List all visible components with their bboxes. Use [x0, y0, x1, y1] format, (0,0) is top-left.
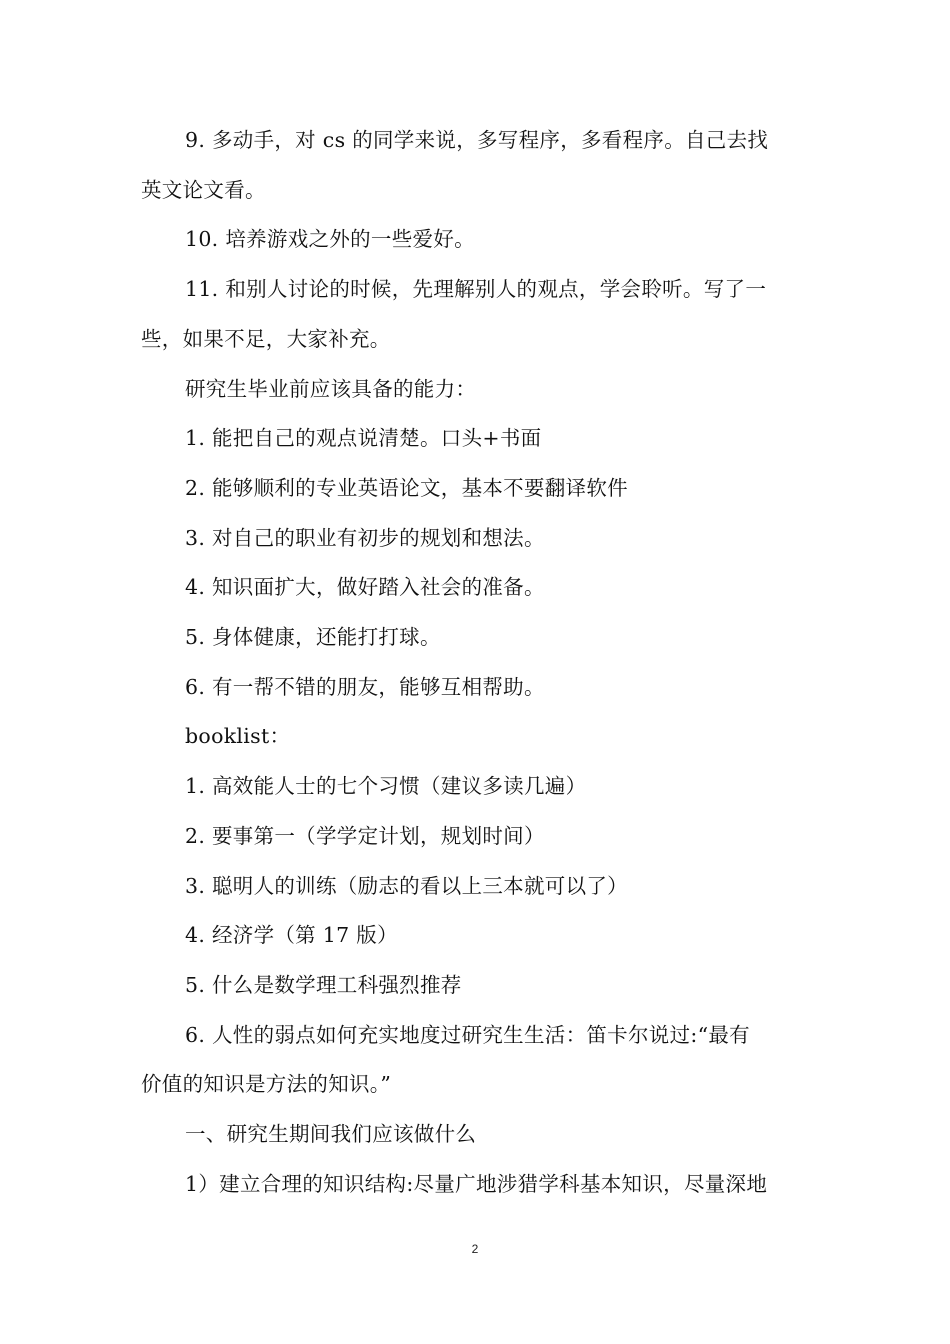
book-item-1: [141, 762, 813, 812]
section-heading-abilities: [141, 365, 813, 415]
paragraph-item-11: [141, 265, 813, 364]
paragraph-line: 1）建立合理的知识结构:尽量广地涉猎学科基本知识，尽量深地: [185, 1171, 768, 1196]
paragraph-item-10: [141, 215, 813, 265]
ability-item-5: [141, 613, 813, 663]
ability-item-4: [141, 563, 813, 613]
section-heading-booklist: [141, 712, 813, 762]
paragraph-line: 1. 高效能人士的七个习惯（建议多读几遍）: [185, 774, 587, 799]
ability-item-1: [141, 414, 813, 464]
paragraph-line: 9. 多动手，对 cs 的同学来说，多写程序，多看程序。自己去找: [185, 128, 769, 152]
page-number: 2: [471, 1242, 479, 1256]
paragraph-line: 价值的知识是方法的知识。”: [141, 1072, 392, 1097]
document-body: [141, 116, 813, 1209]
paragraph-item-9: [141, 116, 813, 215]
paragraph-line: 4. 经济学（第 17 版）: [185, 923, 398, 948]
book-item-4: [141, 911, 813, 961]
paragraph-line: 11. 和别人讨论的时候，先理解别人的观点，学会聆听。写了一: [185, 277, 767, 302]
paragraph-line: 英文论文看。: [141, 177, 266, 202]
section-heading-what-to-do: [141, 1110, 813, 1160]
ability-item-6: [141, 663, 813, 713]
paragraph-line: booklist：: [185, 724, 291, 749]
paragraph-line: 2. 能够顺利的专业英语论文，基本不要翻译软件: [185, 475, 628, 500]
paragraph-line: 3. 聪明人的训练（励志的看以上三本就可以了）: [185, 873, 628, 898]
book-item-5: [141, 961, 813, 1011]
ability-item-3: [141, 514, 813, 564]
book-item-6: [141, 1011, 813, 1110]
ability-item-2: [141, 464, 813, 514]
book-item-3: [141, 862, 813, 912]
paragraph-line: 一、研究生期间我们应该做什么: [185, 1122, 477, 1147]
paragraph-line: 6. 人性的弱点如何充实地度过研究生生活：笛卡尔说过:“最有: [185, 1022, 750, 1047]
paragraph-line: 3. 对自己的职业有初步的规划和想法。: [185, 525, 545, 550]
paragraph-line: 4. 知识面扩大，做好踏入社会的准备。: [185, 575, 545, 600]
paragraph-line: 些，如果不足，大家补充。: [141, 326, 391, 351]
paragraph-line: 1. 能把自己的观点说清楚。口头+书面: [185, 426, 542, 451]
paragraph-line: 6. 有一帮不错的朋友，能够互相帮助。: [185, 674, 545, 699]
paragraph-line: 10. 培养游戏之外的一些爱好。: [185, 227, 475, 252]
book-item-2: [141, 812, 813, 862]
paragraph-line: 5. 身体健康，还能打打球。: [185, 625, 441, 650]
paragraph-line: 5. 什么是数学理工科强烈推荐: [185, 972, 462, 997]
knowledge-structure-item: [141, 1160, 813, 1210]
paragraph-line: 研究生毕业前应该具备的能力：: [185, 376, 477, 401]
paragraph-line: 2. 要事第一（学学定计划，规划时间）: [185, 823, 545, 848]
